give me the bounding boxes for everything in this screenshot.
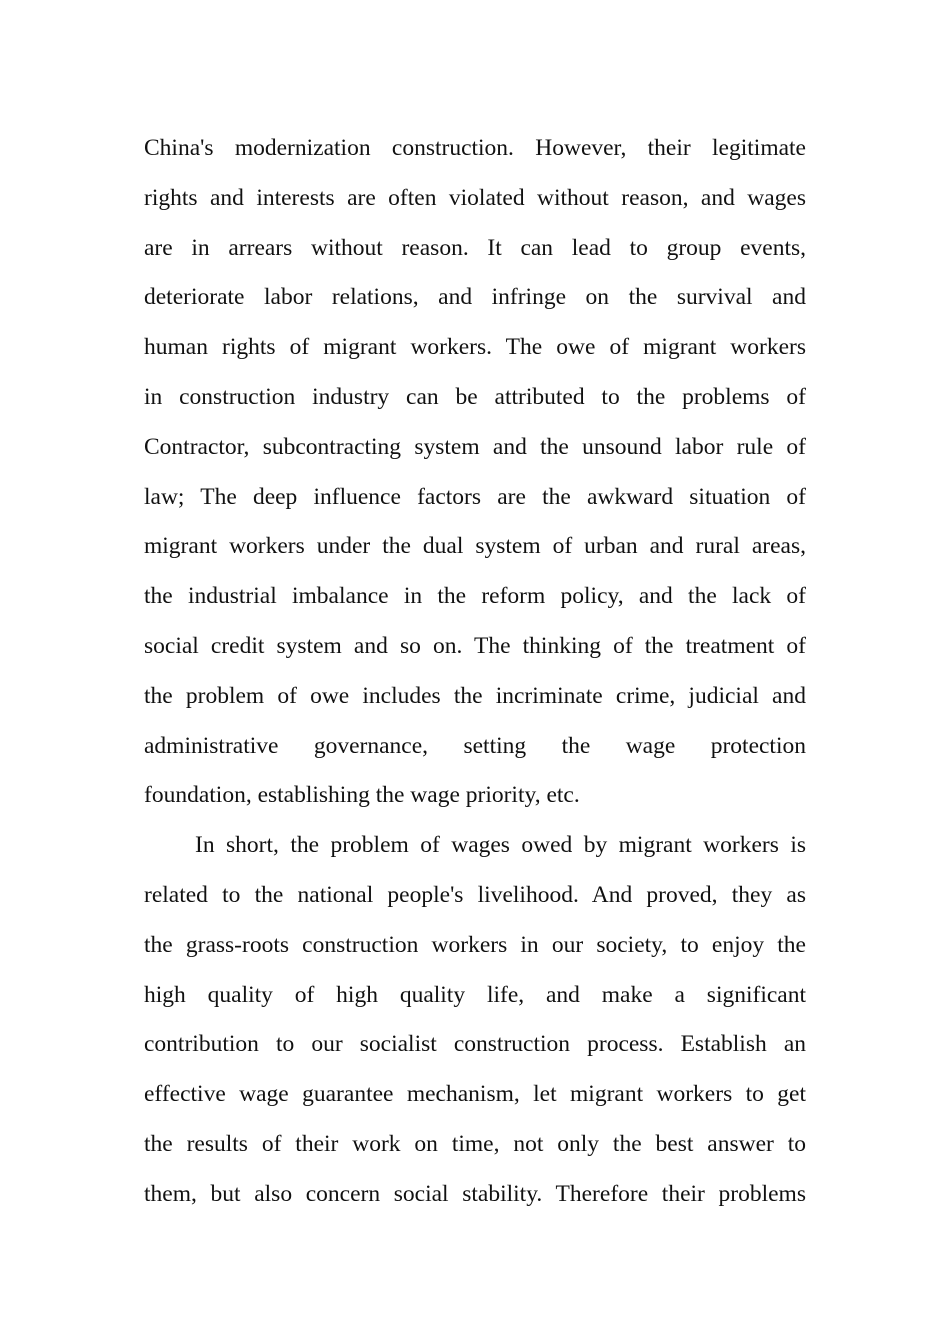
text-line: are in arrears without reason. It can lead to group events, xyxy=(144,234,806,261)
paragraph-2 xyxy=(144,821,806,1219)
text-line: effective wage guarantee mechanism, let migrant workers to get xyxy=(144,1081,806,1108)
text-line: the industrial imbalance in the reform policy, and the lack of xyxy=(144,583,806,610)
text-line: social credit system and so on. The thinking of the treatment of xyxy=(144,632,806,659)
text-line: rights and interests are often violated without reason, and wages xyxy=(144,184,806,211)
body-text xyxy=(144,124,806,1220)
text-line: administrative governance, setting the wage protection xyxy=(144,732,806,759)
text-line: In short, the problem of wages owed by migrant workers is xyxy=(195,832,806,859)
text-line: Contractor, subcontracting system and the unsound labor rule of xyxy=(144,433,806,460)
text-line: contribution to our socialist construction process. Establish an xyxy=(144,1031,806,1058)
text-line: the problem of owe includes the incriminate crime, judicial and xyxy=(144,682,806,709)
text-line: related to the national people's livelihood. And proved, they as xyxy=(144,881,806,908)
text-line: the grass-roots construction workers in our society, to enjoy the xyxy=(144,931,806,958)
text-line: migrant workers under the dual system of urban and rural areas, xyxy=(144,533,806,560)
text-line: China's modernization construction. However, their legitimate xyxy=(144,135,806,161)
text-line: in construction industry can be attributed to the problems of xyxy=(144,383,806,410)
text-line: them, but also concern social stability. Therefore their problems xyxy=(144,1180,806,1207)
text-line: high quality of high quality life, and make a significant xyxy=(144,981,806,1008)
paragraph-1 xyxy=(144,124,806,821)
text-line: the results of their work on time, not only the best answer to xyxy=(144,1130,806,1157)
text-line: human rights of migrant workers. The owe of migrant workers xyxy=(144,334,806,361)
text-line: deteriorate labor relations, and infringe on the survival and xyxy=(144,284,806,311)
text-line: foundation, establishing the wage priority, etc. xyxy=(144,782,580,809)
text-line: law; The deep influence factors are the awkward situation of xyxy=(144,483,806,510)
